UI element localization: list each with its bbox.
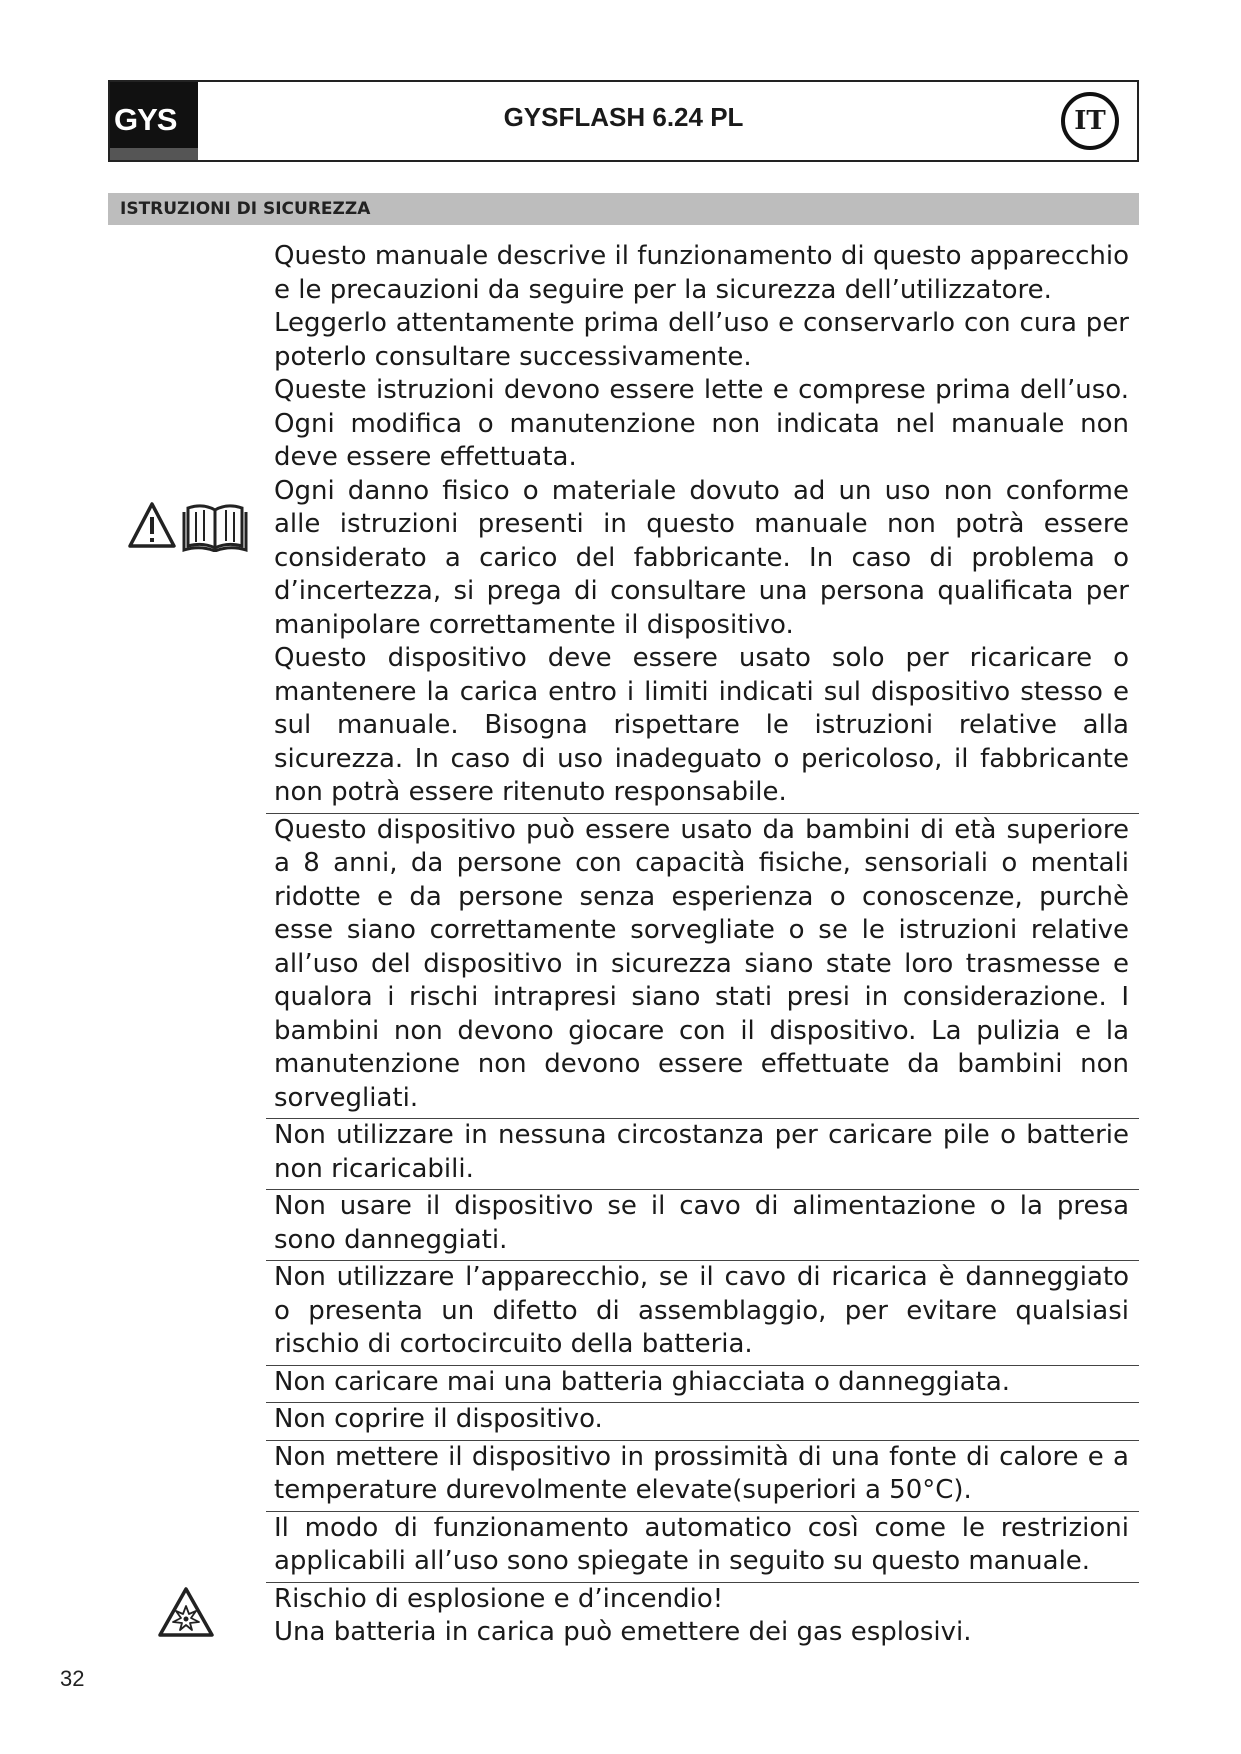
instruction-block-10 bbox=[266, 1583, 1139, 1653]
document-header bbox=[108, 80, 1139, 162]
instruction-block-7 bbox=[266, 1403, 1139, 1441]
product-title: GYSFLASH 6.24 PL bbox=[503, 102, 744, 132]
instruction-paragraph: Non mettere il dispositivo in prossimità di una fonte di calore e a temperature durevolmente elevate(superiori a 50°C). bbox=[274, 1441, 1129, 1505]
warning-triangle-icon bbox=[130, 504, 174, 546]
instruction-block-4 bbox=[266, 1190, 1139, 1261]
instruction-paragraph: Non utilizzare l’apparecchio, se il cavo di ricarica è danneggiato o presenta un difetto di assemblaggio, per evitare qualsiasi rischio di cortocircuito della batteria. bbox=[274, 1262, 1129, 1359]
section-title: ISTRUZIONI DI SICUREZZA bbox=[108, 193, 1139, 225]
instruction-paragraph: Questo dispositivo deve essere usato solo per ricaricare o mantenere la carica entro i limiti indicati sul dispositivo stesso e sul manuale. Bisogna rispettare le istruzioni relative alla sicurezza. In caso di uso inadeguato o pericoloso, il fabbricante non potrà essere ritenuto responsabile. bbox=[274, 643, 1129, 807]
page-number: 32 bbox=[60, 1666, 85, 1691]
instruction-paragraph: Non coprire il dispositivo. bbox=[274, 1404, 603, 1434]
instruction-block-9 bbox=[266, 1512, 1139, 1583]
explosion-warning-icon bbox=[157, 1586, 215, 1638]
instruction-paragraph: Non usare il dispositivo se il cavo di alimentazione o la presa sono danneggiati. bbox=[274, 1191, 1129, 1255]
instruction-block-1 bbox=[266, 240, 1139, 814]
safety-instructions bbox=[266, 240, 1139, 1653]
instruction-paragraph: Una batteria in carica può emettere dei gas esplosivi. bbox=[274, 1617, 972, 1647]
instruction-paragraph: Non caricare mai una batteria ghiacciata o danneggiata. bbox=[274, 1366, 1011, 1397]
instruction-block-2 bbox=[266, 814, 1139, 1120]
instruction-paragraph: Questo dispositivo può essere usato da bambini di età superiore a 8 anni, da persone con capacità fisiche, sensoriali o mentali ridotte e da persone senza esperienza o conoscenze, purchè esse siano correttamente sorvegliate o se le istruzioni relative all’uso del dispositivo in sicurezza siano state loro trasmesse e qualora i rischi intrapresi siano stati presi in considerazione. I bambini non devono giocare con il dispositivo. La pulizia e la manutenzione non devono essere effettuate da bambini non sorvegliati. bbox=[274, 814, 1129, 1113]
language-badge: IT bbox=[1061, 92, 1119, 150]
instruction-paragraph: Ogni danno fisico o materiale dovuto ad un uso non conforme alle istruzioni presenti in questo manuale non potrà essere considerato a carico del fabbricante. In caso di problema o d’incertezza, si prega di consultare una persona qualificata per manipolare correttamente il dispositivo. bbox=[274, 475, 1129, 640]
instruction-block-6 bbox=[266, 1366, 1139, 1404]
open-book-icon bbox=[184, 506, 246, 551]
instruction-paragraph: Queste istruzioni devono essere lette e comprese prima dell’uso. Ogni modifica o manutenzione non indicata nel manuale non deve essere effettuata. bbox=[274, 375, 1129, 472]
safety-icons bbox=[128, 500, 248, 552]
instruction-paragraph: Rischio di esplosione e d’incendio! bbox=[274, 1583, 724, 1614]
gys-logo bbox=[110, 82, 198, 160]
instruction-paragraph: Questo manuale descrive il funzionamento di questo apparecchio e le precauzioni da seguire per la sicurezza dell’utilizzatore. bbox=[274, 241, 1129, 305]
instruction-block-3 bbox=[266, 1119, 1139, 1190]
instruction-paragraph: Non utilizzare in nessuna circostanza per caricare pile o batterie non ricaricabili. bbox=[274, 1120, 1129, 1184]
instruction-paragraph: Il modo di funzionamento automatico così come le restrizioni applicabili all’uso sono spiegate in seguito su questo manuale. bbox=[274, 1512, 1129, 1576]
logo-text: GYS bbox=[114, 102, 177, 137]
instruction-block-8 bbox=[266, 1441, 1139, 1512]
instruction-block-5 bbox=[266, 1261, 1139, 1366]
logo-underline bbox=[110, 148, 198, 160]
instruction-paragraph: Leggerlo attentamente prima dell’uso e conservarlo con cura per poterlo consultare successivamente. bbox=[274, 308, 1129, 372]
